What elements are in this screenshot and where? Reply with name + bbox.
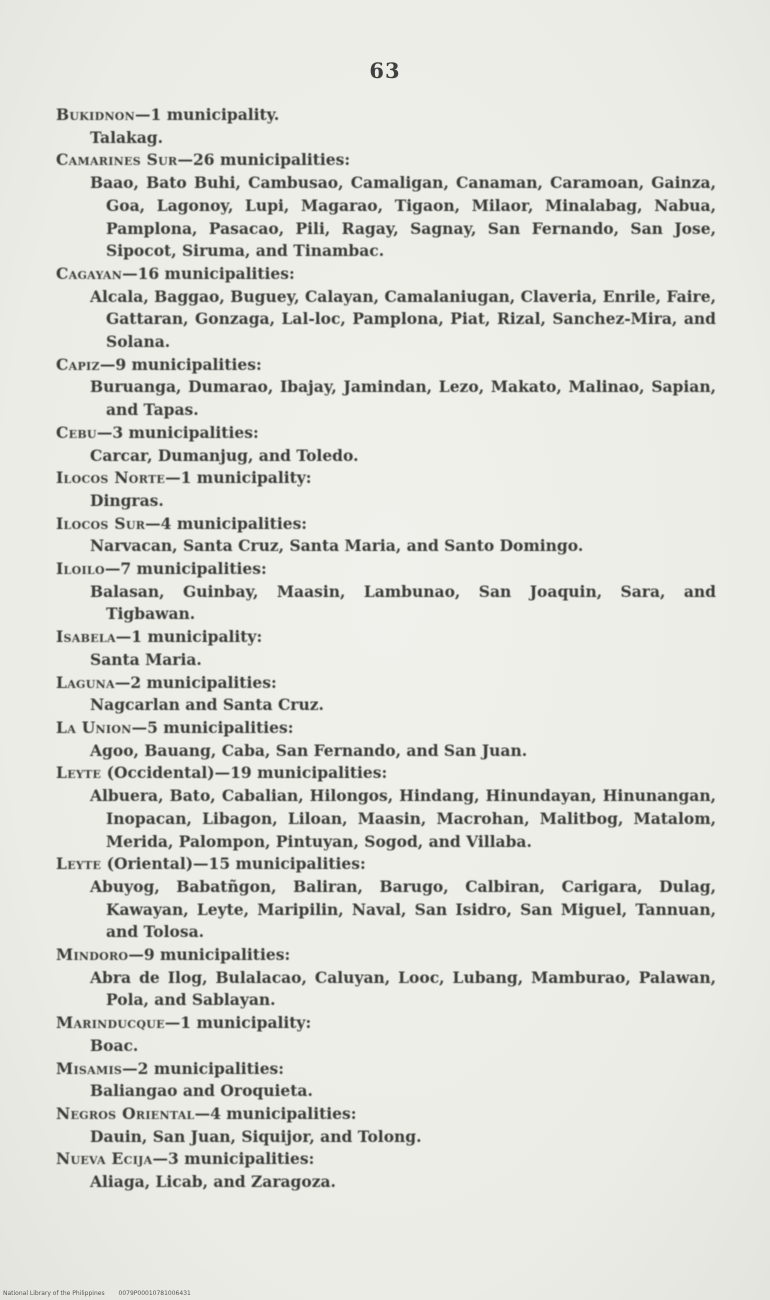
province-name: Ilocos Sur xyxy=(56,513,146,533)
province-heading xyxy=(56,467,716,490)
municipality-names: Abuyog, Babatñgon, Baliran, Barugo, Calbiran, Carigara, Dulag, Kawayan, Leyte, Maripilin, Naval, San Isidro, San Miguel, Tannuan, and Tolosa. xyxy=(90,876,716,942)
municipality-count: —4 municipalities: xyxy=(194,1103,357,1123)
province-name: Cagayan xyxy=(56,263,123,283)
province-heading xyxy=(56,1103,716,1126)
municipality-list xyxy=(56,104,716,1194)
municipality-names: Baliangao and Oroquieta. xyxy=(90,1081,313,1101)
municipality-count: —16 municipalities: xyxy=(122,263,295,283)
province-heading xyxy=(56,626,716,649)
municipality-count: —4 municipalities: xyxy=(145,513,308,533)
municipality-names: Carcar, Dumanjug, and Toledo. xyxy=(90,445,359,465)
province-heading xyxy=(56,263,716,286)
footer-library: National Library of the Philippines xyxy=(3,1290,105,1297)
province-entry xyxy=(56,853,716,944)
province-name: Isabela xyxy=(56,627,116,647)
province-heading xyxy=(56,149,716,172)
province-name: Camarines Sur xyxy=(56,150,178,170)
province-entry xyxy=(56,626,716,671)
province-name: Bukidnon xyxy=(56,105,136,124)
municipality-names: Agoo, Bauang, Caba, San Fernando, and San Juan. xyxy=(90,740,528,760)
municipality-count: —3 municipalities: xyxy=(96,422,259,442)
municipality-names: Boac. xyxy=(90,1035,139,1055)
municipality-count: —2 municipalities: xyxy=(114,672,277,692)
municipality-count: —9 municipalities: xyxy=(99,354,262,374)
province-entry xyxy=(56,558,716,626)
province-entry xyxy=(56,944,716,1012)
province-entry xyxy=(56,422,716,467)
municipality-names: Narvacan, Santa Cruz, Santa Maria, and Santo Domingo. xyxy=(90,536,584,556)
province-name: Iloilo xyxy=(56,559,105,579)
municipality-names: Talakag. xyxy=(90,127,164,147)
province-heading xyxy=(56,558,716,581)
province-name: Leyte xyxy=(56,763,102,783)
province-name: Laguna xyxy=(56,672,115,692)
province-heading xyxy=(56,1012,716,1035)
province-heading xyxy=(56,672,716,695)
province-entry xyxy=(56,467,716,512)
municipality-count: (Oriental)—15 municipalities: xyxy=(101,854,366,874)
province-name: La Union xyxy=(56,717,132,737)
province-heading xyxy=(56,104,716,127)
province-heading xyxy=(56,1058,716,1081)
municipality-names: Alcala, Baggao, Buguey, Calayan, Camalaniugan, Claveria, Enrile, Faire, Gattaran, Gonzaga, Lal-loc, Pamplona, Piat, Rizal, Sanchez-Mira, and Solana. xyxy=(90,286,716,352)
province-name: Negros Oriental xyxy=(56,1103,195,1123)
province-heading xyxy=(56,422,716,445)
province-heading xyxy=(56,513,716,536)
province-name: Nueva Ecija xyxy=(56,1149,153,1169)
province-entry xyxy=(56,1058,716,1103)
municipality-count: —5 municipalities: xyxy=(131,717,294,737)
municipality-names: Dingras. xyxy=(90,490,164,510)
province-entry xyxy=(56,149,716,263)
municipality-count: —2 municipalities: xyxy=(122,1058,285,1078)
province-entry xyxy=(56,717,716,762)
municipality-count: —26 municipalities: xyxy=(177,150,351,170)
province-entry xyxy=(56,762,716,853)
municipality-count: —1 municipality: xyxy=(165,468,312,488)
municipality-names: Albuera, Bato, Cabalian, Hilongos, Hindang, Hinundayan, Hinunangan, Inopacan, Libagon, Liloan, Maasin, Macrohan, Malitbog, Matalom, Merida, Palompon, Pintuyan, Sogod, and Villaba. xyxy=(90,786,716,851)
province-heading xyxy=(56,354,716,377)
province-entry xyxy=(56,1103,716,1148)
municipality-count: —3 municipalities: xyxy=(152,1149,315,1169)
province-heading xyxy=(56,717,716,740)
municipality-names: Dauin, San Juan, Siquijor, and Tolong. xyxy=(90,1126,422,1146)
municipality-count: (Occidental)—19 municipalities: xyxy=(101,763,388,783)
province-heading xyxy=(56,762,716,785)
municipality-count: —1 municipality: xyxy=(115,627,263,647)
province-name: Marinducque xyxy=(56,1013,165,1033)
municipality-names: Aliaga, Licab, and Zaragoza. xyxy=(90,1172,336,1192)
province-entry xyxy=(56,354,716,422)
municipality-names: Nagcarlan and Santa Cruz. xyxy=(90,695,324,715)
province-name: Leyte xyxy=(56,854,102,874)
municipality-names: Balasan, Guinbay, Maasin, Lambunao, San Joaquin, Sara, and Tigbawan. xyxy=(90,581,716,624)
municipality-names: Abra de Ilog, Bulalacao, Caluyan, Looc, Lubang, Mamburao, Palawan, Pola, and Sablayan. xyxy=(90,967,716,1010)
scan-footer xyxy=(3,1290,203,1297)
province-name: Capiz xyxy=(56,354,100,374)
province-entry xyxy=(56,263,716,354)
municipality-count: —1 municipality: xyxy=(164,1013,312,1033)
footer-code: 0079P00010781006431 xyxy=(118,1290,191,1297)
municipality-names: Santa Maria. xyxy=(90,649,202,669)
province-entry xyxy=(56,1148,716,1193)
province-name: Cebu xyxy=(56,422,97,442)
province-heading xyxy=(56,944,716,967)
province-name: Misamis xyxy=(56,1058,123,1078)
province-heading xyxy=(56,853,716,876)
page-number: 63 xyxy=(369,58,401,83)
province-entry xyxy=(56,1012,716,1057)
municipality-names: Baao, Bato Buhi, Cambusao, Camaligan, Canaman, Caramoan, Gainza, Goa, Lagonoy, Lupi, Magarao, Tigaon, Milaor, Minalabag, Nabua, Pamplona, Pasacao, Pili, Ragay, Sagnay, San Fernando, San Jose, Sipocot, Siruma, and Tinambac. xyxy=(90,173,716,261)
municipality-count: —1 municipality. xyxy=(135,105,280,124)
municipality-names: Buruanga, Dumarao, Ibajay, Jamindan, Lezo, Makato, Malinao, Sapian, and Tapas. xyxy=(90,377,716,420)
province-name: Ilocos Norte xyxy=(56,468,166,488)
province-entry xyxy=(56,513,716,558)
province-entry xyxy=(56,672,716,717)
municipality-count: —9 municipalities: xyxy=(128,945,291,965)
province-entry xyxy=(56,104,716,149)
municipality-count: —7 municipalities: xyxy=(104,559,267,579)
province-heading xyxy=(56,1148,716,1171)
province-name: Mindoro xyxy=(56,945,129,965)
